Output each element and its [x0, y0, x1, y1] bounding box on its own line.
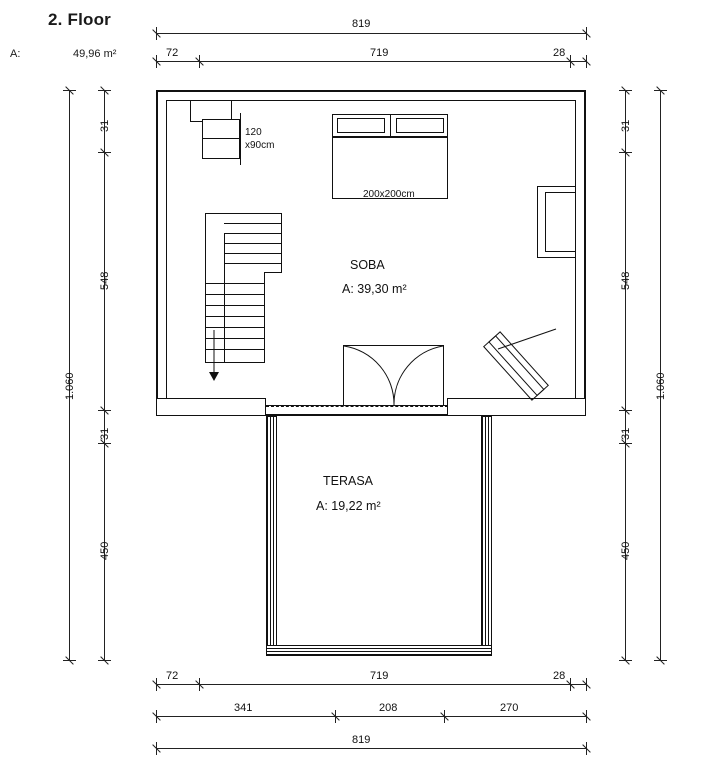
stair-inner-right: [264, 272, 265, 362]
stair-tread: [224, 223, 281, 224]
dim-left-450: 450: [99, 541, 111, 560]
dim-top-28: 28: [553, 47, 566, 59]
bed-pillow-divider: [390, 114, 391, 137]
furniture-divider: [202, 138, 240, 139]
page-title: 2. Floor: [48, 10, 111, 29]
dim-bottom-341: 341: [234, 702, 253, 714]
dim-bottom-row2-line: [156, 716, 586, 717]
bottom-wall-left: [156, 398, 266, 416]
dim-bottom-72: 72: [166, 670, 179, 682]
stair-tread: [205, 338, 264, 339]
furniture-wardrobe: [202, 119, 240, 159]
dim-left-31-top: 31: [99, 119, 111, 132]
room-area-terasa: A: 19,22 m²: [316, 499, 381, 513]
stair-tread: [205, 316, 264, 317]
total-area-value: 49,96 m²: [73, 48, 117, 60]
dim-top-719: 719: [370, 47, 389, 59]
stair-tread: [205, 349, 264, 350]
room-area-soba: A: 39,30 m²: [342, 282, 407, 296]
sofa-seat: [545, 192, 576, 252]
terrace-wall-right: [481, 416, 492, 656]
stair-tread: [224, 233, 281, 234]
stair-tread: [224, 253, 281, 254]
door-leaf-right: [443, 345, 444, 405]
total-area-label: A:: [10, 48, 21, 60]
room-label-terasa: TERASA: [323, 474, 374, 488]
dim-right-overall-label: 1.060: [655, 372, 667, 400]
dim-top-overall-label: 819: [352, 18, 371, 30]
dim-right-450: 450: [620, 541, 632, 560]
dim-right-548: 548: [620, 271, 632, 290]
door-leaf-left: [343, 345, 344, 405]
door-head: [343, 345, 444, 346]
window-mark: [240, 113, 241, 165]
stair-outer-left: [205, 213, 206, 363]
terrace-wall-left: [266, 416, 277, 656]
wall-stub: [190, 100, 191, 122]
stair-tread: [205, 283, 264, 284]
pillow-left: [337, 118, 385, 133]
dim-left-overall-label: 1.060: [64, 372, 76, 400]
dim-bottom-overall-line: [156, 748, 586, 749]
stair-right: [281, 213, 282, 273]
dim-bottom-overall-label: 819: [352, 734, 371, 746]
bed-size-label: 200x200cm: [363, 189, 415, 200]
dim-bottom-270: 270: [500, 702, 519, 714]
opening-line: [266, 406, 448, 407]
terrace-wall-bottom: [266, 645, 492, 656]
stair-tread: [205, 305, 264, 306]
dim-bottom-28: 28: [553, 670, 566, 682]
dim-left-inner-line: [104, 90, 105, 660]
dim-top-overall-line: [156, 33, 586, 34]
dim-bottom-208: 208: [379, 702, 398, 714]
pillow-right: [396, 118, 444, 133]
stair-mid: [264, 272, 282, 273]
dim-bottom-719: 719: [370, 670, 389, 682]
dim-right-31-top: 31: [620, 119, 632, 132]
dim-top-row2-line: [156, 61, 586, 62]
dim-right-31-bottom: 31: [620, 427, 632, 440]
stair-bottom: [205, 362, 265, 363]
dim-bottom-row1-line: [156, 684, 586, 685]
stair-tread: [205, 294, 264, 295]
bottom-wall-right: [447, 398, 586, 416]
stair-tread: [224, 263, 281, 264]
room-label-soba: SOBA: [350, 258, 385, 272]
window-size-label-1: 120: [245, 127, 262, 138]
stair-tread: [205, 327, 264, 328]
dim-top-72: 72: [166, 47, 179, 59]
dim-left-548: 548: [99, 271, 111, 290]
dim-left-31-bottom: 31: [99, 427, 111, 440]
stair-tread: [224, 243, 281, 244]
window-size-label-2: x90cm: [245, 140, 275, 151]
stair-top: [205, 213, 281, 214]
dim-right-inner-line: [625, 90, 626, 660]
